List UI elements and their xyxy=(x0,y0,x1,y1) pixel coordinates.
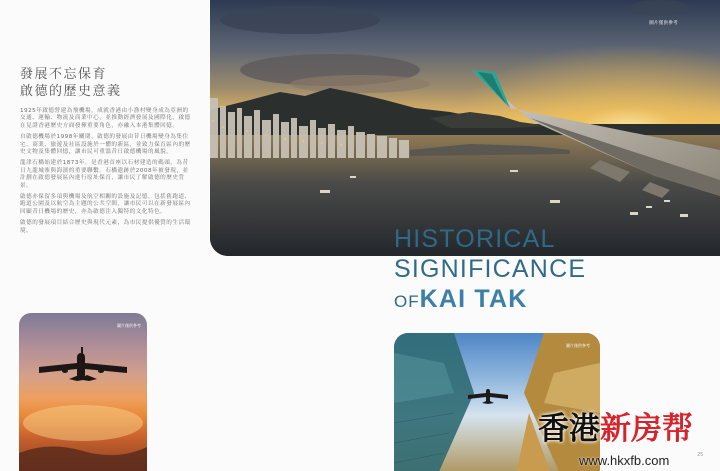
chinese-body-text xyxy=(20,108,192,239)
watermark-url: www.hkxfb.com xyxy=(579,453,670,468)
airplane-icon xyxy=(19,313,147,471)
headline-line2: SIGNIFICANCE xyxy=(394,255,587,283)
headline-line1: HISTORICAL xyxy=(394,225,556,253)
chinese-title-line2: 啟德的歷史意義 xyxy=(20,84,122,99)
chinese-title-line1: 發展不忘保育 xyxy=(20,67,108,82)
skyscraper-illustration xyxy=(394,333,600,471)
watermark-logo-part1: 香港 xyxy=(538,411,600,447)
headline-kai-tak: KAI TAK xyxy=(419,285,528,313)
paragraph: 1925年啟德營建為飛機場，成就香港由小漁村變身成為亞洲的交通、運輸、物流及商業中心，並推動經濟發展及國際化，啟德在見證香港歷史方面發揮重要角色，亦融入本港集體回憶。 xyxy=(20,108,191,129)
page-number: 25 xyxy=(697,452,704,458)
photo-skyscrapers xyxy=(394,333,600,471)
hero-caption: 圖片僅供參考 xyxy=(649,21,678,26)
watermark-logo-part2: 新房帮 xyxy=(600,411,693,447)
photo-right-caption: 圖片僅供參考 xyxy=(566,343,590,348)
watermark-logo xyxy=(538,412,693,446)
photo-aircraft-sunset xyxy=(19,313,147,471)
paragraph: 自啟德機場於1998年關閉，啟德的發展由昔日機場變身為集住宅、商業、旅遊及社區設施於一體的新區，並致力保育區內的歷史文物及集體回憶，讓市民可重溫昔日啟德機場的風貌。 xyxy=(20,134,191,156)
headline xyxy=(394,224,586,318)
headline-of: OF xyxy=(394,292,420,311)
photo-left-caption: 圖片僅供參考 xyxy=(117,323,141,328)
paragraph: 龍津石橋始建於1873年，是香港首座以石材建造的碼頭，為昔日九龍城寨與海濱的重要聯繫。石橋遺跡於2008年被發現，並計劃在啟德發展區內進行原址保育，讓市民了解啟德的歷史背景。 xyxy=(20,160,189,189)
headline-line3 xyxy=(394,284,586,318)
hero-photo-skyline xyxy=(210,0,720,256)
chinese-title xyxy=(20,66,200,100)
paragraph: 啟德亦保留多項與機場及航空相關的設施及記憶，包括舊跑道、跑道公園及以航空為主題的公共空間，讓市民可以在新發展區內回顧昔日機場的歷史，亦為啟德注入獨特的文化特色。 xyxy=(20,194,191,215)
skyline-illustration xyxy=(210,0,720,256)
paragraph: 啟德的發展項目結合歷史與現代元素，為市民提供優質的生活環境。 xyxy=(20,220,191,234)
